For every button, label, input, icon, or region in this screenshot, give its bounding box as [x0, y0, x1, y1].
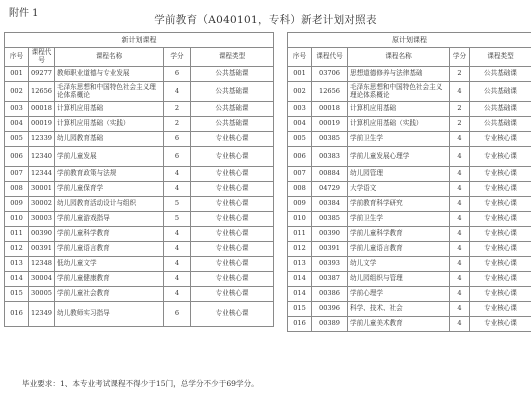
credit-cell: 4 [450, 302, 470, 317]
course-code-cell: 00018 [29, 102, 55, 117]
credit-cell: 4 [164, 182, 191, 197]
table-row [5, 272, 274, 287]
course-name-cell: 学前儿童发展 [55, 147, 164, 167]
seq-cell: 003 [288, 102, 312, 117]
seq-cell: 011 [5, 227, 29, 242]
course-type-cell: 公共基础课 [470, 82, 531, 102]
course-name-cell: 学前儿童发展心理学 [348, 147, 450, 167]
col-header-code: 课程代号 [29, 48, 55, 67]
seq-cell: 013 [288, 257, 312, 272]
table-row [288, 197, 531, 212]
seq-cell: 004 [5, 117, 29, 132]
course-name-cell: 幼儿园管理 [348, 167, 450, 182]
table-row [5, 212, 274, 227]
course-type-cell: 公共基础课 [191, 102, 274, 117]
table-row [5, 197, 274, 212]
course-name-cell: 教师职业道德与专业发展 [55, 67, 164, 82]
seq-cell: 014 [288, 287, 312, 302]
seq-cell: 006 [5, 147, 29, 167]
table-row [288, 67, 531, 82]
course-type-cell: 专业核心课 [191, 197, 274, 212]
course-type-cell: 专业核心课 [470, 317, 531, 332]
course-code-cell: 00884 [312, 167, 348, 182]
course-code-cell: 00019 [29, 117, 55, 132]
seq-cell: 001 [288, 67, 312, 82]
course-code-cell: 00019 [312, 117, 348, 132]
course-name-cell: 学前儿童美术教育 [348, 317, 450, 332]
table-row [5, 132, 274, 147]
credit-cell: 4 [450, 257, 470, 272]
seq-cell: 014 [288, 272, 312, 287]
credit-cell: 2 [164, 102, 191, 117]
course-name-cell: 学前儿童科学教育 [55, 227, 164, 242]
table-row [288, 287, 531, 302]
course-name-cell: 计算机应用基础（实践） [348, 117, 450, 132]
course-type-cell: 专业核心课 [470, 182, 531, 197]
credit-cell: 4 [450, 82, 470, 102]
new-plan-table [4, 32, 274, 327]
table-row [5, 242, 274, 257]
table-row [288, 212, 531, 227]
col-header-course-name: 课程名称 [55, 48, 164, 67]
course-code-cell: 30003 [29, 212, 55, 227]
table-row [5, 302, 274, 327]
course-name-cell: 计算机应用基础 [348, 102, 450, 117]
course-code-cell: 00387 [312, 272, 348, 287]
course-code-cell: 12349 [29, 302, 55, 327]
seq-cell: 002 [5, 82, 29, 102]
attachment-label: 附件 1 [9, 8, 39, 19]
course-code-cell: 12339 [29, 132, 55, 147]
course-name-cell: 学前儿童语言教育 [55, 242, 164, 257]
course-name-cell: 毛泽东思想和中国特色社会主义理论体系概论 [348, 82, 450, 102]
course-code-cell: 12656 [29, 82, 55, 102]
seq-cell: 012 [5, 242, 29, 257]
seq-cell: 010 [5, 212, 29, 227]
course-type-cell: 专业核心课 [470, 132, 531, 147]
course-name-cell: 幼儿园组织与管理 [348, 272, 450, 287]
course-type-cell: 专业核心课 [191, 167, 274, 182]
credit-cell: 4 [164, 242, 191, 257]
credit-cell: 4 [450, 132, 470, 147]
credit-cell: 4 [450, 227, 470, 242]
course-code-cell: 00383 [312, 147, 348, 167]
seq-cell: 010 [288, 212, 312, 227]
course-name-cell: 学前儿童科学教育 [348, 227, 450, 242]
table-row [5, 182, 274, 197]
credit-cell: 2 [450, 102, 470, 117]
course-code-cell: 00385 [312, 132, 348, 147]
credit-cell: 4 [450, 287, 470, 302]
col-header-course-type: 课程类型 [191, 48, 274, 67]
table-row [288, 147, 531, 167]
course-type-cell: 专业核心课 [191, 182, 274, 197]
course-code-cell: 12344 [29, 167, 55, 182]
course-type-cell: 专业核心课 [191, 242, 274, 257]
credit-cell: 6 [164, 132, 191, 147]
credit-cell: 4 [164, 257, 191, 272]
course-type-cell: 专业核心课 [470, 197, 531, 212]
course-type-cell: 公共基础课 [470, 117, 531, 132]
course-type-cell: 专业核心课 [191, 302, 274, 327]
course-name-cell: 学前心理学 [348, 287, 450, 302]
credit-cell: 2 [450, 67, 470, 82]
seq-cell: 013 [5, 257, 29, 272]
old-plan-section-header: 原计划课程 [288, 33, 531, 48]
seq-cell: 015 [288, 302, 312, 317]
new-plan-section-header: 新计划课程 [5, 33, 274, 48]
course-type-cell: 专业核心课 [191, 212, 274, 227]
seq-cell: 002 [288, 82, 312, 102]
course-type-cell: 专业核心课 [470, 212, 531, 227]
credit-cell: 5 [164, 197, 191, 212]
course-name-cell: 学前儿童健康教育 [55, 272, 164, 287]
credit-cell: 4 [450, 272, 470, 287]
course-type-cell: 专业核心课 [470, 227, 531, 242]
seq-cell: 003 [5, 102, 29, 117]
table-row [5, 227, 274, 242]
course-type-cell: 专业核心课 [470, 242, 531, 257]
course-type-cell: 专业核心课 [191, 287, 274, 302]
course-name-cell: 幼儿园教育活动设计与组织 [55, 197, 164, 212]
seq-cell: 015 [5, 287, 29, 302]
credit-cell: 4 [450, 317, 470, 332]
table-row [5, 82, 274, 102]
credit-cell: 4 [450, 197, 470, 212]
course-name-cell: 学前卫生学 [348, 132, 450, 147]
course-name-cell: 学前儿童语言教育 [348, 242, 450, 257]
seq-cell: 008 [288, 182, 312, 197]
course-name-cell: 毛泽东思想和中国特色社会主义理论体系概论 [55, 82, 164, 102]
table-row [288, 132, 531, 147]
credit-cell: 6 [164, 67, 191, 82]
course-name-cell: 幼儿教师实习指导 [55, 302, 164, 327]
seq-cell: 016 [288, 317, 312, 332]
table-row [288, 117, 531, 132]
course-name-cell: 大学语文 [348, 182, 450, 197]
table-row [288, 102, 531, 117]
col-header-credits: 学分 [164, 48, 191, 67]
seq-cell: 009 [5, 197, 29, 212]
course-type-cell: 专业核心课 [470, 147, 531, 167]
course-name-cell: 学前教育科学研究 [348, 197, 450, 212]
course-type-cell: 专业核心课 [470, 302, 531, 317]
course-type-cell: 公共基础课 [470, 67, 531, 82]
credit-cell: 4 [450, 147, 470, 167]
seq-cell: 005 [5, 132, 29, 147]
seq-cell: 012 [288, 242, 312, 257]
seq-cell: 004 [288, 117, 312, 132]
credit-cell: 4 [164, 82, 191, 102]
course-code-cell: 00389 [312, 317, 348, 332]
course-code-cell: 12656 [312, 82, 348, 102]
course-type-cell: 专业核心课 [470, 167, 531, 182]
course-code-cell: 30002 [29, 197, 55, 212]
course-code-cell: 00393 [312, 257, 348, 272]
course-code-cell: 00390 [312, 227, 348, 242]
credit-cell: 2 [164, 117, 191, 132]
table-row [288, 317, 531, 332]
table-row [5, 117, 274, 132]
table-row [288, 182, 531, 197]
table-row [288, 227, 531, 242]
course-code-cell: 00396 [312, 302, 348, 317]
course-code-cell: 00391 [312, 242, 348, 257]
course-code-cell: 30004 [29, 272, 55, 287]
course-code-cell: 00390 [29, 227, 55, 242]
course-type-cell: 专业核心课 [191, 147, 274, 167]
table-row [5, 147, 274, 167]
document-title: 学前教育（A040101，专科）新老计划对照表 [154, 14, 377, 26]
graduation-requirements-note: 毕业要求：1、本专业考试课程不得少于15门，总学分不少于69学分。 [22, 379, 259, 388]
course-type-cell: 公共基础课 [191, 117, 274, 132]
course-name-cell: 学前教育政策与法规 [55, 167, 164, 182]
course-name-cell: 计算机应用基础 [55, 102, 164, 117]
course-name-cell: 学前卫生学 [348, 212, 450, 227]
seq-cell: 006 [288, 147, 312, 167]
course-name-cell: 学前儿童游戏指导 [55, 212, 164, 227]
course-type-cell: 专业核心课 [470, 272, 531, 287]
seq-cell: 016 [5, 302, 29, 327]
course-type-cell: 专业核心课 [470, 257, 531, 272]
course-code-cell: 00385 [312, 212, 348, 227]
col-header-code: 课程代号 [312, 48, 348, 67]
col-header-course-type: 课程类型 [470, 48, 531, 67]
table-row [288, 257, 531, 272]
credit-cell: 6 [164, 302, 191, 327]
table-row [288, 272, 531, 287]
course-code-cell: 30001 [29, 182, 55, 197]
seq-cell: 005 [288, 132, 312, 147]
credit-cell: 4 [450, 182, 470, 197]
col-header-credits: 学分 [450, 48, 470, 67]
course-code-cell: 00391 [29, 242, 55, 257]
course-name-cell: 学前儿童社会教育 [55, 287, 164, 302]
credit-cell: 4 [450, 167, 470, 182]
course-code-cell: 09277 [29, 67, 55, 82]
course-code-cell: 00386 [312, 287, 348, 302]
course-name-cell: 幼儿园教育基础 [55, 132, 164, 147]
course-type-cell: 专业核心课 [191, 132, 274, 147]
course-code-cell: 00384 [312, 197, 348, 212]
col-header-seq: 序号 [288, 48, 312, 67]
table-row [5, 102, 274, 117]
course-type-cell: 专业核心课 [470, 287, 531, 302]
course-name-cell: 幼儿文学 [348, 257, 450, 272]
table-row [288, 82, 531, 102]
seq-cell: 007 [288, 167, 312, 182]
seq-cell: 008 [5, 182, 29, 197]
course-code-cell: 30005 [29, 287, 55, 302]
table-row [288, 242, 531, 257]
course-name-cell: 思想道德修养与法律基础 [348, 67, 450, 82]
table-row [5, 257, 274, 272]
seq-cell: 007 [5, 167, 29, 182]
course-type-cell: 专业核心课 [191, 272, 274, 287]
credit-cell: 4 [164, 272, 191, 287]
course-code-cell: 04729 [312, 182, 348, 197]
credit-cell: 5 [164, 212, 191, 227]
course-code-cell: 00018 [312, 102, 348, 117]
credit-cell: 4 [450, 242, 470, 257]
course-type-cell: 专业核心课 [191, 257, 274, 272]
course-code-cell: 12348 [29, 257, 55, 272]
seq-cell: 014 [5, 272, 29, 287]
course-code-cell: 03706 [312, 67, 348, 82]
seq-cell: 011 [288, 227, 312, 242]
course-name-cell: 学前儿童保育学 [55, 182, 164, 197]
credit-cell: 4 [164, 227, 191, 242]
table-row [5, 67, 274, 82]
course-name-cell: 低幼儿童文学 [55, 257, 164, 272]
seq-cell: 001 [5, 67, 29, 82]
col-header-seq: 序号 [5, 48, 29, 67]
credit-cell: 4 [164, 167, 191, 182]
credit-cell: 2 [450, 117, 470, 132]
table-row [288, 302, 531, 317]
credit-cell: 6 [164, 147, 191, 167]
old-plan-table [287, 32, 531, 332]
course-type-cell: 公共基础课 [470, 102, 531, 117]
course-type-cell: 公共基础课 [191, 67, 274, 82]
course-type-cell: 专业核心课 [191, 227, 274, 242]
seq-cell: 009 [288, 197, 312, 212]
col-header-course-name: 课程名称 [348, 48, 450, 67]
course-name-cell: 科学、技术、社会 [348, 302, 450, 317]
table-row [288, 167, 531, 182]
course-name-cell: 计算机应用基础（实践） [55, 117, 164, 132]
credit-cell: 4 [450, 212, 470, 227]
table-row [5, 167, 274, 182]
course-code-cell: 12340 [29, 147, 55, 167]
credit-cell: 4 [164, 287, 191, 302]
course-type-cell: 公共基础课 [191, 82, 274, 102]
table-row [5, 287, 274, 302]
